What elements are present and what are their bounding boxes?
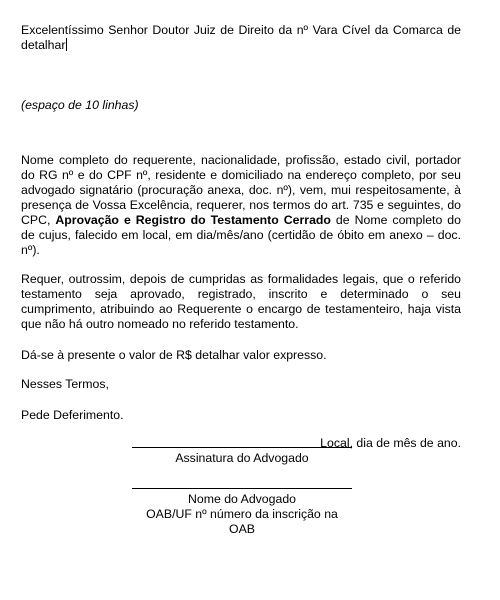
paragraph-1-intro: Nome completo do requerente, nacionalidade, profissão, estado civil, portador do RG nº e do CPF nº, residente e domiciliado na endereço completo, por seu advogado signatário (procuração anexa, doc. nº), vem, mui respeitosamente, à presença de Vossa Excelência, requerer, nos termos do art. 735 e seguintes, do CPC,	[21, 153, 461, 227]
oab-registration-label: OAB/UF nº número da inscrição na OAB	[146, 507, 338, 536]
petition-paragraph-1	[21, 153, 461, 258]
spacing-note: (espaço de 10 linhas)	[21, 98, 139, 112]
closing-request: Pede Deferimento.	[21, 408, 124, 422]
text-cursor	[66, 38, 67, 51]
closing-terms: Nesses Termos,	[21, 377, 109, 391]
place-and-date: Local, dia de mês de ano.	[320, 436, 461, 450]
lawyer-signature-label: Assinatura do Advogado	[175, 451, 309, 465]
name-line	[132, 488, 352, 489]
lawyer-name-label: Nome do Advogado	[187, 492, 297, 506]
paragraph-1-rest: de Nome completo do de cujus, falecido em local, em dia/mês/ano (certidão de óbito em anexo – doc. nº).	[21, 213, 461, 257]
addressee-header[interactable]	[21, 23, 461, 53]
petition-paragraph-3: Dá-se à presente o valor de R$ detalhar valor expresso.	[21, 348, 327, 362]
document-page	[21, 23, 461, 451]
signature-line	[132, 447, 352, 448]
lawyer-name-block	[132, 488, 352, 537]
paragraph-1-bold-title: Aprovação e Registro do Testamento Cerrado	[55, 213, 331, 227]
addressee-text: Excelentíssimo Senhor Doutor Juiz de Direito da nº Vara Cível da Comarca de detalhar	[21, 23, 461, 52]
petition-paragraph-2: Requer, outrossim, depois de cumpridas as formalidades legais, que o referido testamento seja aprovado, registrado, inscrito e determinado o seu cumprimento, atribuindo ao Requerente o encargo de testamenteiro, haja vista que não há outro nomeado no referido testamento.	[21, 272, 461, 331]
signature-block	[132, 447, 352, 466]
